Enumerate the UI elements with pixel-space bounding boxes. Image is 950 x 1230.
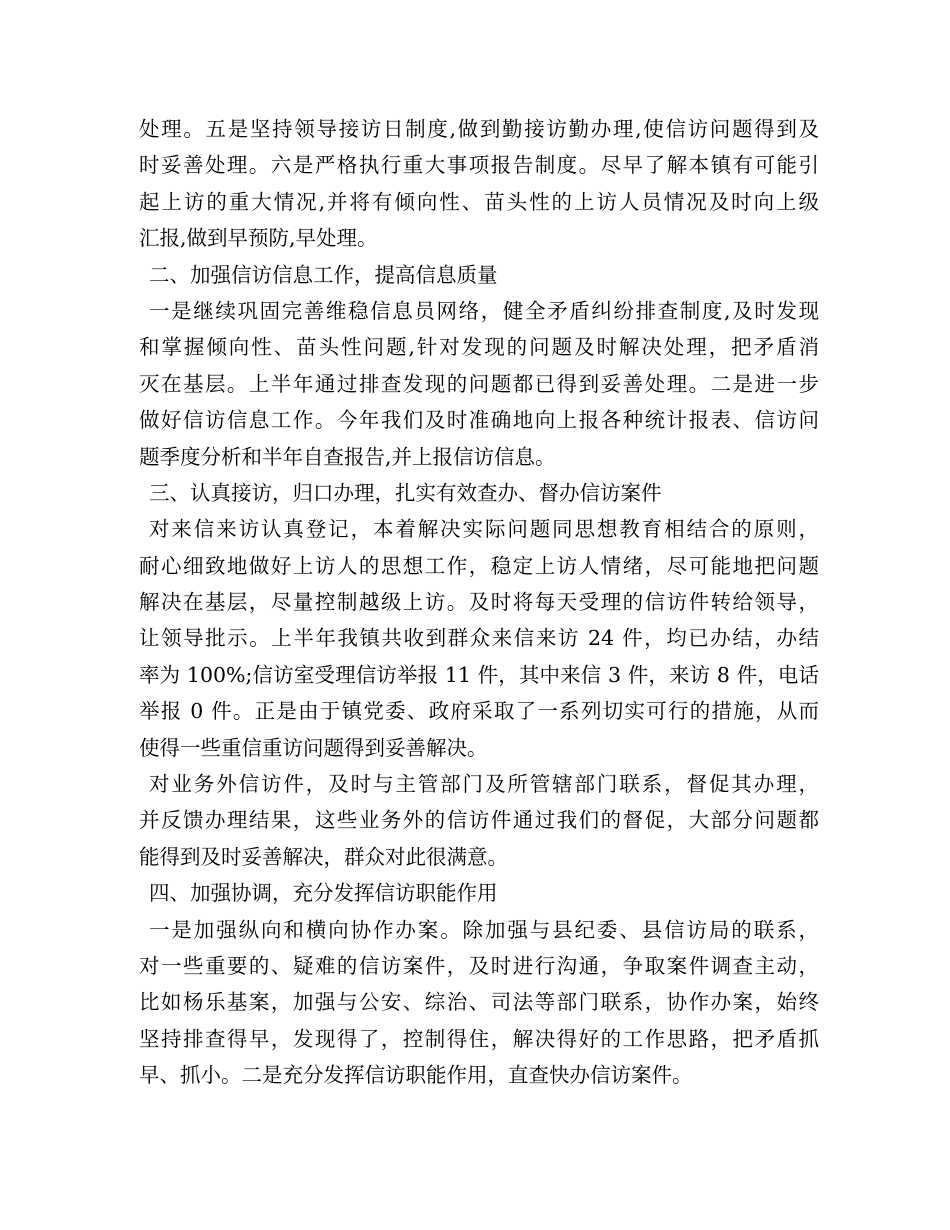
text-line: 率为 100%;信访室受理信访举报 11 件，其中来信 3 件，来访 8 件，电话: [139, 662, 819, 687]
document-body: [139, 111, 819, 1094]
text-line: 汇报,做到早预防,早处理。: [139, 226, 378, 251]
text-line: 处理。五是坚持领导接访日制度,做到勤接访勤办理,使信访问题得到及: [139, 117, 819, 141]
text-line: 对一些重要的、疑难的信访案件，及时进行沟通，争取案件调查主动，: [139, 953, 819, 978]
text-line: 三、认真接访，归口办理，扎实有效查办、督办信访案件: [149, 480, 662, 505]
text-line: 坚持排查得早，发现得了，控制得住，解决得好的工作思路，把矛盾抓: [139, 1026, 819, 1051]
text-line: 使得一些重信重访问题得到妥善解决。: [139, 735, 488, 760]
text-line: 对来信来访认真登记，本着解决实际问题同思想教育相结合的原则，: [149, 517, 819, 542]
text-line: 灭在基层。上半年通过排查发现的问题都已得到妥善处理。二是进一步: [139, 371, 819, 396]
text-line: 和掌握倾向性、苗头性问题,针对发现的问题及时解决处理，把矛盾消: [139, 335, 819, 360]
text-line: 四、加强协调，充分发挥信访职能作用: [149, 881, 498, 906]
text-line: 一是继续巩固完善维稳信息员网络，健全矛盾纠纷排查制度,及时发现: [149, 298, 819, 323]
text-line: 对业务外信访件，及时与主管部门及所管辖部门联系，督促其办理，: [149, 772, 819, 797]
text-line: 让领导批示。上半年我镇共收到群众来信来访 24 件，均已办结，办结: [139, 626, 819, 651]
text-line: 早、抓小。二是充分发挥信访职能作用，直查快办信访案件。: [139, 1063, 693, 1088]
text-line: 做好信访信息工作。今年我们及时准确地向上报各种统计报表、信访问: [139, 408, 819, 433]
text-line: 一是加强纵向和横向协作办案。除加强与县纪委、县信访局的联系，: [149, 917, 819, 942]
text-line: 耐心细致地做好上访人的思想工作，稳定上访人情绪，尽可能地把问题: [139, 553, 819, 578]
text-line: 时妥善处理。六是严格执行重大事项报告制度。尽早了解本镇有可能引: [139, 153, 819, 178]
text-line: 举报 0 件。正是由于镇党委、政府采取了一系列切实可行的措施，从而: [139, 699, 819, 724]
text-line: 并反馈办理结果，这些业务外的信访件通过我们的督促，大部分问题都: [139, 808, 819, 833]
text-line: 比如杨乐基案，加强与公安、综治、司法等部门联系，协作办案，始终: [139, 990, 819, 1015]
text-line: 起上访的重大情况,并将有倾向性、苗头性的上访人员情况及时向上级: [139, 189, 819, 214]
text-line: 题季度分析和半年自查报告,并上报信访信息。: [139, 444, 556, 469]
text-line: 解决在基层，尽量控制越级上访。及时将每天受理的信访件转给领导，: [139, 590, 819, 615]
text-line: 二、加强信访信息工作，提高信息质量: [149, 262, 498, 287]
text-line: 能得到及时妥善解决，群众对此很满意。: [139, 844, 508, 869]
